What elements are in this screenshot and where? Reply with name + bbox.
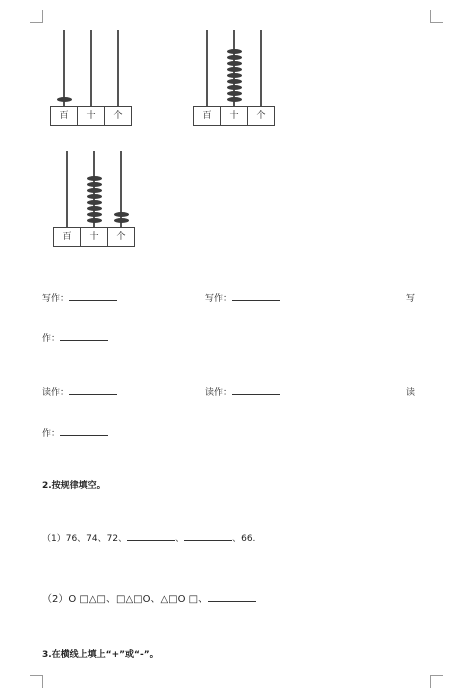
abacus-bead	[114, 212, 129, 217]
answer-blank[interactable]	[69, 291, 117, 301]
abacus-3	[53, 151, 135, 247]
answer-blank[interactable]	[184, 531, 232, 541]
abacus-place-labels	[193, 106, 275, 126]
answer-blank[interactable]	[232, 385, 280, 395]
sequence-text: （1）76、74、72、	[42, 534, 128, 544]
place-label-hundreds: 百	[194, 107, 221, 125]
place-label-tens: 十	[81, 228, 108, 246]
abacus-rod-hundreds	[63, 30, 65, 106]
read-label: 读作：	[42, 388, 70, 398]
place-label-ones: 个	[116, 232, 126, 242]
read-label: 读作：	[205, 388, 233, 398]
question-2-title: 2.按规律填空。	[42, 481, 106, 491]
page-corner-mark	[30, 10, 43, 23]
answer-blank[interactable]	[127, 531, 175, 541]
abacus-bead	[227, 73, 242, 78]
read-prompt-1	[42, 385, 117, 398]
read-label-wrapped-start: 读	[406, 388, 416, 398]
write-label: 写作：	[42, 294, 70, 304]
abacus-rod-tens	[90, 30, 92, 106]
abacus-1	[50, 30, 132, 126]
abacus-rod-hundreds	[206, 30, 208, 106]
answer-blank[interactable]	[232, 291, 280, 301]
abacus-bead	[87, 212, 102, 217]
page-corner-mark	[430, 10, 443, 23]
abacus-bead	[227, 91, 242, 96]
abacus-rod-ones	[117, 30, 119, 106]
answer-blank[interactable]	[208, 592, 256, 602]
abacus-bead	[87, 194, 102, 199]
write-label: 作：	[42, 334, 61, 344]
abacus-bead	[87, 200, 102, 205]
question-3-title: 3.在横线上填上“+”或“-”。	[42, 650, 159, 660]
answer-blank[interactable]	[60, 331, 108, 341]
page-corner-mark	[430, 675, 443, 688]
place-label-ones: 个	[113, 111, 123, 121]
answer-blank[interactable]	[60, 426, 108, 436]
abacus-bead	[57, 97, 72, 102]
shape-sequence-text: （2）O □△□、□△□O、△□O □、	[42, 594, 209, 605]
write-prompt-2	[205, 291, 280, 304]
read-prompt-2	[205, 385, 280, 398]
read-label: 作：	[42, 429, 61, 439]
write-prompt-3	[42, 331, 108, 344]
abacus-rod-hundreds	[66, 151, 68, 227]
abacus-place-labels	[53, 227, 135, 247]
page-corner-mark	[30, 675, 43, 688]
abacus-rod-ones	[260, 30, 262, 106]
abacus-bead	[227, 85, 242, 90]
abacus-bead	[227, 55, 242, 60]
write-prompt-1	[42, 291, 117, 304]
place-label-tens: 十	[221, 107, 248, 125]
abacus-bead	[87, 206, 102, 211]
read-prompt-3	[42, 426, 108, 439]
place-label-ones: 个	[256, 111, 266, 121]
abacus-bead	[87, 176, 102, 181]
place-label-hundreds: 百	[54, 228, 81, 246]
abacus-bead	[227, 49, 242, 54]
write-label-wrapped-start: 写	[406, 294, 416, 304]
abacus-2	[193, 30, 275, 126]
abacus-bead	[227, 67, 242, 72]
abacus-bead	[114, 218, 129, 223]
place-label-hundreds: 百	[51, 107, 78, 125]
abacus-place-labels	[50, 106, 132, 126]
abacus-bead	[87, 188, 102, 193]
question-2-item-1	[42, 531, 255, 544]
answer-blank[interactable]	[69, 385, 117, 395]
abacus-bead	[227, 79, 242, 84]
abacus-bead	[87, 218, 102, 223]
abacus-bead	[227, 97, 242, 102]
sequence-text: 、66.	[232, 534, 256, 544]
sequence-separator: 、	[175, 534, 185, 544]
place-label-tens: 十	[78, 107, 105, 125]
write-label: 写作：	[205, 294, 233, 304]
abacus-bead	[87, 182, 102, 187]
abacus-bead	[227, 61, 242, 66]
question-2-item-2	[42, 590, 256, 605]
